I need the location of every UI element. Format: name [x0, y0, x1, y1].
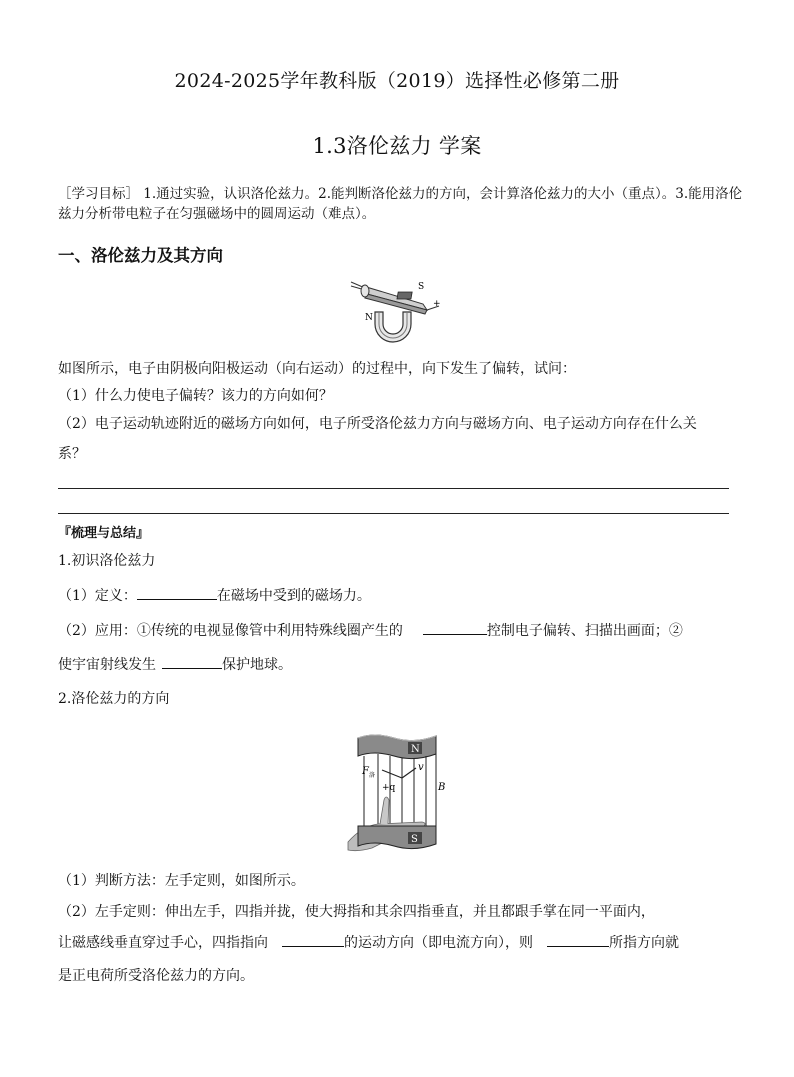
rule-line2-c: 所指方向就 — [609, 935, 679, 951]
force-velocity-arrows — [382, 768, 416, 778]
question-2-line-2: 系？ — [58, 446, 86, 462]
application-blank-2 — [162, 654, 222, 669]
rule-line-3: 是正电荷所受洛伦兹力的方向。 — [58, 968, 254, 984]
fig2-label-f: F — [362, 766, 369, 777]
application-prefix: （2）应用：①传统的电视显像管中利用特殊线圈产生的 — [58, 623, 403, 639]
rule-line-2 — [58, 932, 679, 953]
fig2-label-f-sub: 洛 — [369, 772, 376, 779]
application-mid: 控制电子偏转、扫描出画面；② — [486, 623, 683, 639]
magnet-n-pole — [358, 735, 436, 759]
cathode-ray-tube — [351, 282, 439, 314]
fig2-label-s: S — [411, 834, 418, 845]
rule-blank-2 — [547, 932, 609, 947]
summary-heading: 『梳理与总结』 — [58, 526, 150, 541]
definition-blank — [137, 585, 217, 600]
fig2-label-q: +q — [382, 783, 396, 793]
intro-text: 如图所示，电子由阴极向阳极运动（向右运动）的过程中，向下发生了偏转，试问： — [58, 361, 576, 377]
fig1-label-s: S — [418, 282, 425, 292]
section-heading: 一、洛伦兹力及其方向 — [58, 246, 223, 265]
fig2-label-n: N — [411, 744, 420, 755]
rule-line2-a: 让磁感线垂直穿过手心，四指指向 — [58, 935, 268, 951]
fig2-label-b: B — [438, 782, 446, 793]
question-1: （1）什么力使电子偏转？该力的方向如何？ — [58, 388, 333, 404]
application-line2-suffix: 保护地球。 — [222, 657, 292, 673]
lesson-title: 1.3洛伦兹力 学案 — [312, 134, 482, 158]
application-line-2 — [58, 654, 292, 675]
summary-item-1-title: 1.初识洛伦兹力 — [58, 553, 156, 569]
rule-line2-b: 的运动方向（即电流方向），则 — [344, 935, 533, 951]
cathode-ray-tube-figure — [345, 276, 445, 346]
document-title: 2024-2025学年教科版（2019）选择性必修第二册 — [174, 70, 620, 92]
fig1-label-n: N — [365, 313, 373, 323]
learning-objectives: ［学习目标］ 1.通过实验，认识洛伦兹力。2.能判断洛伦兹力的方向，会计算洛伦兹力的大小（重点）。3.能用洛伦兹力分析带电粒子在匀强磁场中的圆周运动（难点）。 — [58, 186, 743, 222]
fig1-label-plus: + — [433, 299, 441, 309]
summary-item-2-title: 2.洛伦兹力的方向 — [58, 691, 170, 707]
answer-line-2 — [58, 513, 729, 514]
application-line-1 — [58, 620, 683, 641]
definition-line — [58, 585, 371, 606]
rule-line-1: （2）左手定则：伸出左手，四指并拢，使大拇指和其余四指垂直，并且都跟手掌在同一平面内， — [58, 904, 655, 920]
question-2-line-1: （2）电子运动轨迹附近的磁场方向如何，电子所受洛伦兹力方向与磁场方向、电子运动方向存在什么关 — [58, 416, 697, 432]
u-shaped-magnet — [375, 312, 411, 342]
definition-prefix: （1）定义： — [58, 588, 137, 604]
answer-line-1 — [58, 488, 729, 489]
method-line: （1）判断方法：左手定则，如图所示。 — [58, 873, 305, 889]
fig2-label-v: v — [418, 762, 424, 773]
definition-suffix: 在磁场中受到的磁场力。 — [216, 588, 371, 604]
left-hand-rule-figure — [344, 730, 456, 858]
application-line2-prefix: 使宇宙射线发生 — [58, 657, 156, 673]
rule-blank-1 — [282, 932, 344, 947]
magnetic-field-lines — [364, 754, 436, 826]
application-blank-1 — [423, 620, 487, 635]
thumb — [380, 797, 389, 824]
